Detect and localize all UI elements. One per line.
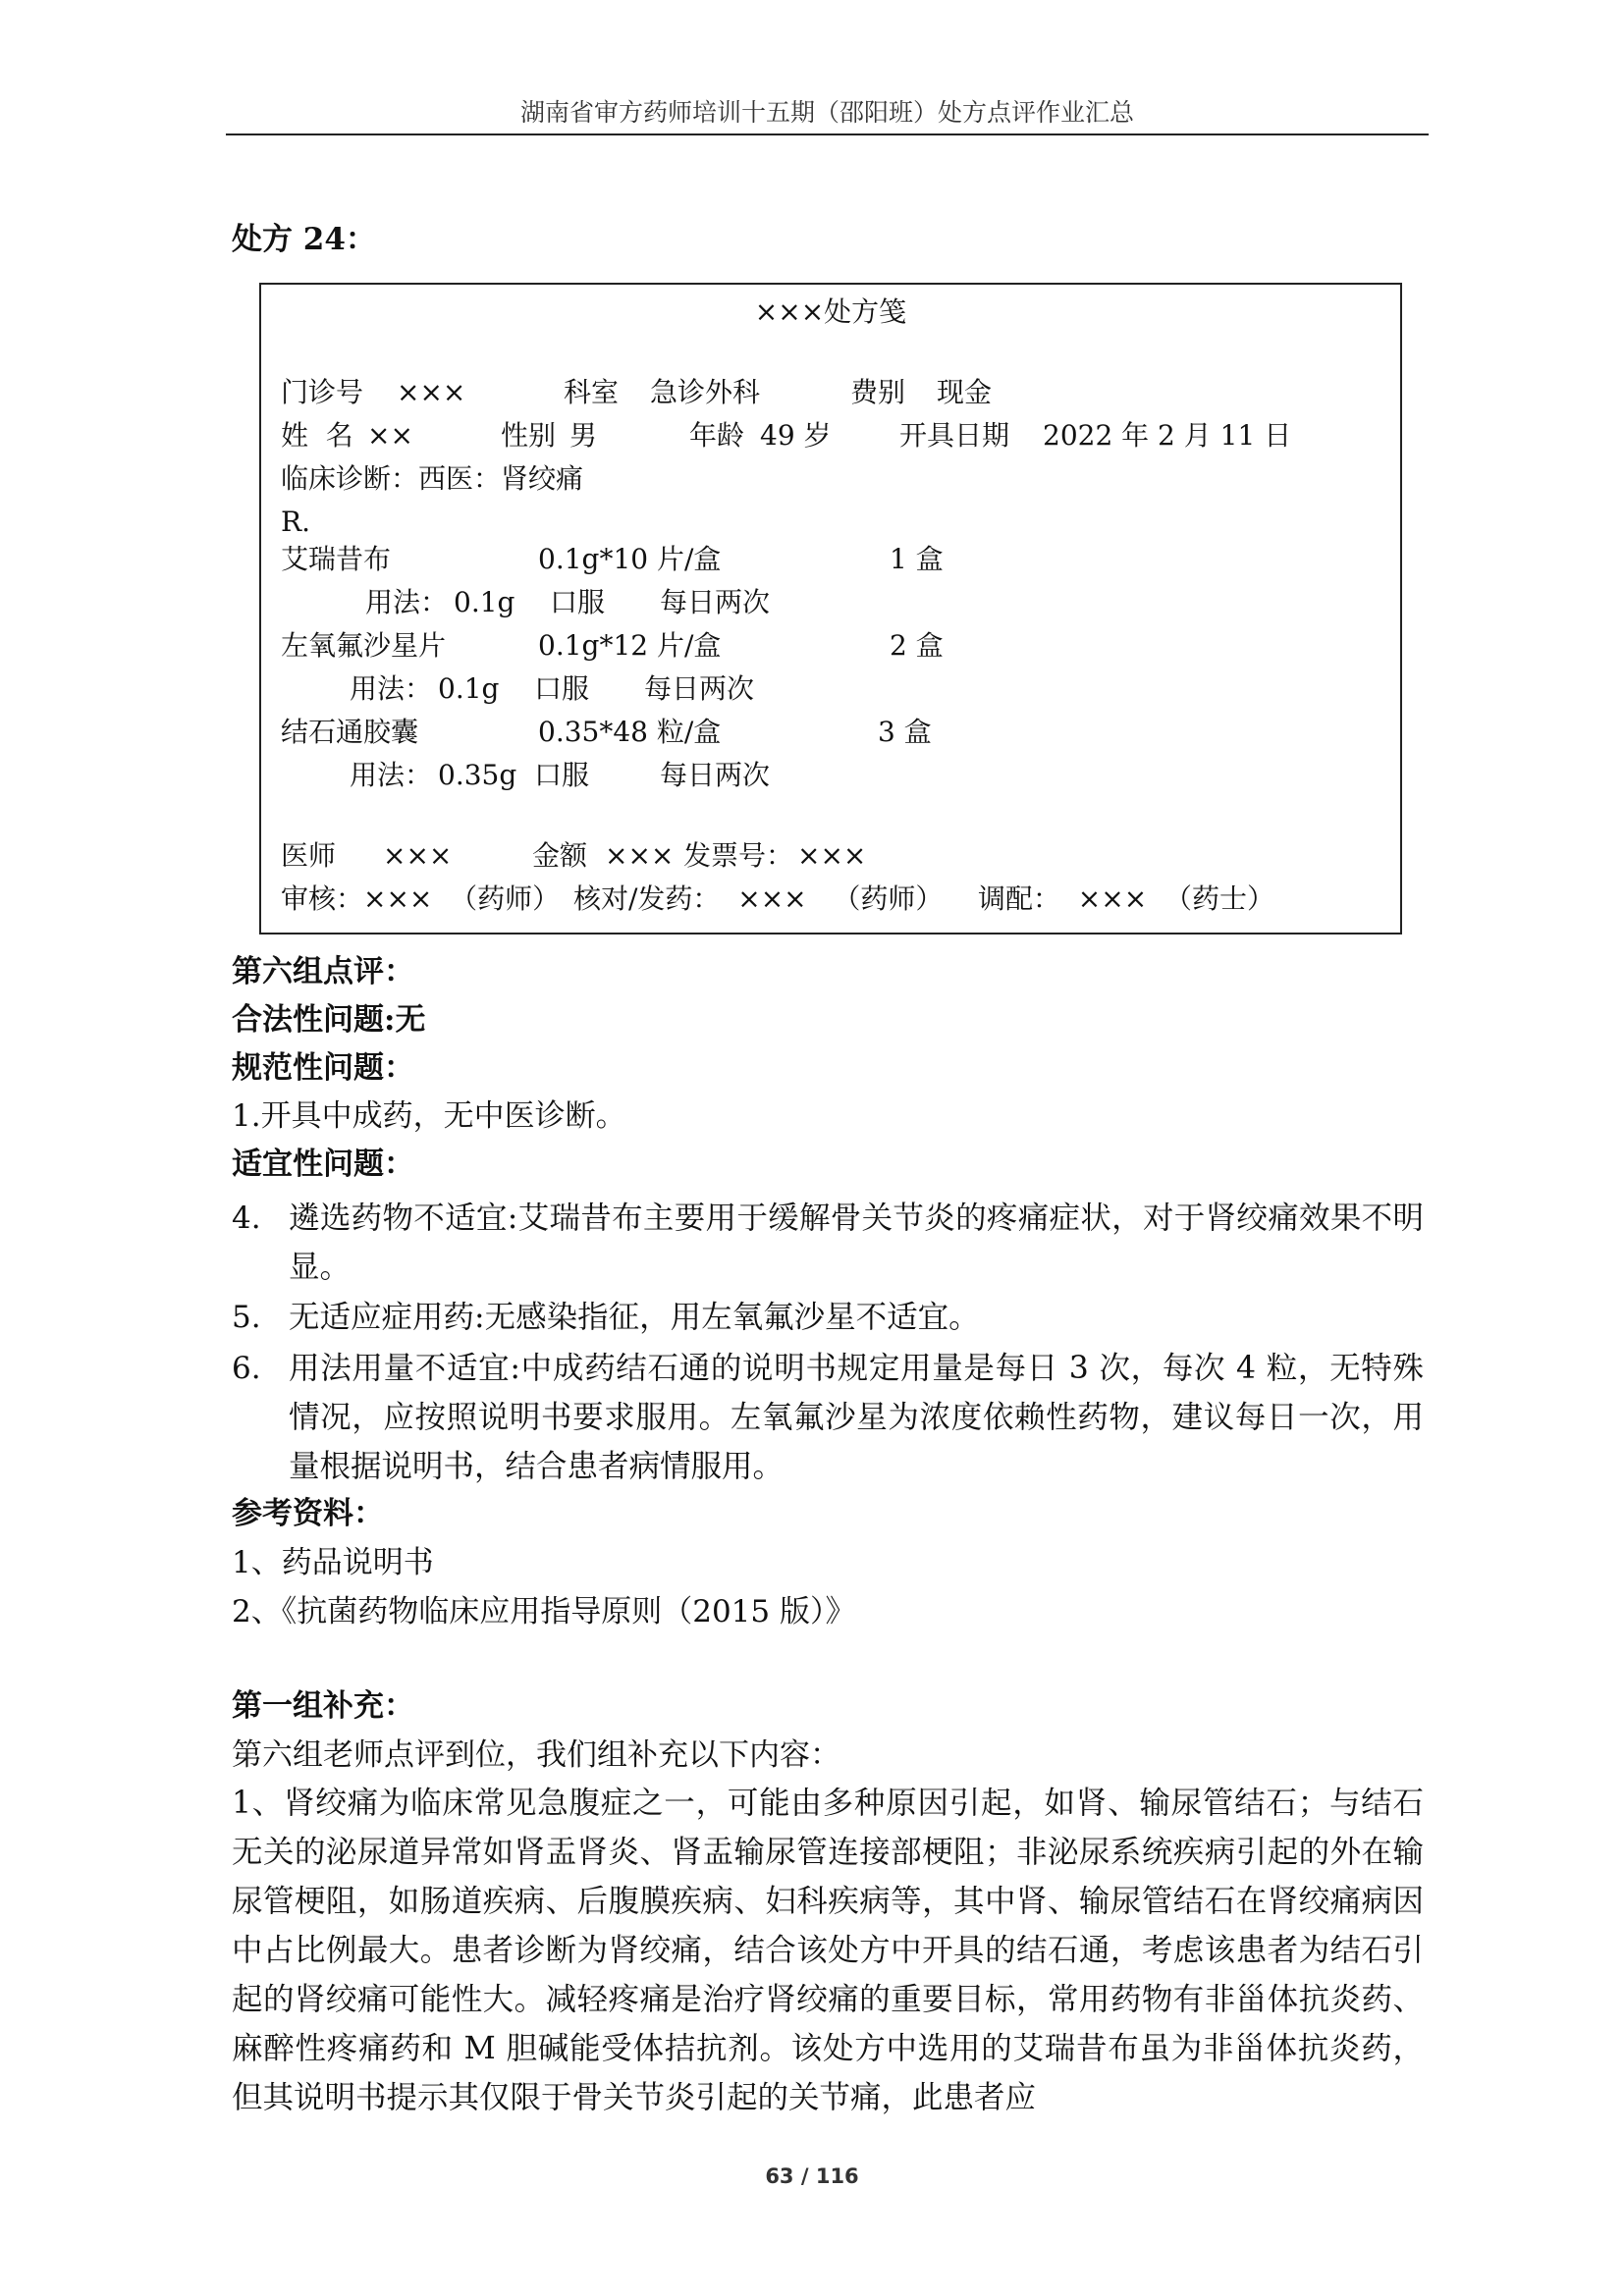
amount-label: 金额 bbox=[532, 839, 588, 872]
list-number: 5. bbox=[232, 1300, 261, 1335]
doctor-value: ××× bbox=[383, 839, 453, 872]
usage-dose: 0.1g bbox=[454, 586, 515, 618]
dept-value: 急诊外科 bbox=[650, 376, 761, 408]
supplement-title: 第一组补充： bbox=[232, 1688, 414, 1724]
fee-value: 现金 bbox=[937, 376, 993, 408]
group-review-title: 第六组点评： bbox=[232, 954, 414, 989]
amount-value: ××× bbox=[605, 839, 675, 872]
sex-label: 性别 bbox=[501, 419, 557, 452]
drug-qty: 1 盒 bbox=[890, 543, 944, 575]
drug-name: 结石通胶囊 bbox=[281, 716, 419, 748]
doctor-label: 医师 bbox=[281, 839, 337, 872]
name-value: ×× bbox=[367, 419, 413, 452]
prescription-box bbox=[259, 283, 1402, 934]
drug-qty: 3 盒 bbox=[878, 716, 932, 748]
usage-label: 用法： bbox=[350, 672, 433, 705]
usage-dose: 0.35g bbox=[438, 759, 517, 791]
page-number: 63 / 116 bbox=[765, 2164, 859, 2188]
list-number: 4. bbox=[232, 1201, 261, 1236]
outpatient-value: ××× bbox=[397, 376, 466, 408]
usage-route: 口服 bbox=[534, 759, 590, 791]
date-label: 开具日期 bbox=[899, 419, 1010, 452]
list-item: 遴选药物不适宜:艾瑞昔布主要用于缓解骨关节炎的疼痛症状，对于肾绞痛效果不明显。 bbox=[289, 1201, 1424, 1285]
usage-dose: 0.1g bbox=[438, 672, 500, 705]
drug-name: 左氧氟沙星片 bbox=[281, 629, 447, 662]
date-value: 2022 年 2 月 11 日 bbox=[1043, 419, 1292, 452]
norm-heading: 规范性问题： bbox=[232, 1050, 414, 1086]
usage-label: 用法： bbox=[350, 759, 433, 791]
section-title: 处方 24： bbox=[232, 222, 376, 257]
usage-route: 口服 bbox=[534, 672, 590, 705]
norm-item: 1.开具中成药，无中医诊断。 bbox=[232, 1098, 626, 1134]
list-number: 6. bbox=[232, 1351, 261, 1386]
drug-spec: 0.1g*10 片/盒 bbox=[538, 543, 722, 575]
suit-heading: 适宜性问题： bbox=[232, 1147, 414, 1182]
fee-label: 费别 bbox=[850, 376, 906, 408]
age-value: 49 岁 bbox=[760, 419, 832, 452]
dept-label: 科室 bbox=[564, 376, 620, 408]
drug-spec: 0.35*48 粒/盒 bbox=[538, 716, 722, 748]
prescription-title: ×××处方笺 bbox=[754, 295, 907, 328]
invoice-value: ××× bbox=[797, 839, 867, 872]
age-label: 年龄 bbox=[689, 419, 745, 452]
supplement-intro: 第六组老师点评到位，我们组补充以下内容： bbox=[232, 1737, 840, 1773]
list-item: 无适应症用药:无感染指征，用左氧氟沙星不适宜。 bbox=[289, 1300, 980, 1335]
usage-route: 口服 bbox=[550, 586, 606, 618]
drug-spec: 0.1g*12 片/盒 bbox=[538, 629, 722, 662]
name-label: 姓 名 bbox=[281, 419, 353, 452]
legality-heading: 合法性问题:无 bbox=[232, 1002, 426, 1038]
drug-name: 艾瑞昔布 bbox=[281, 543, 392, 575]
invoice-label: 发票号： bbox=[683, 839, 794, 872]
dispense-pharmacist: 调配： ××× （药士） bbox=[978, 882, 1274, 915]
check-pharmacist: 核对/发药： ××× （药师） bbox=[573, 882, 944, 915]
supplement-paragraph: 1、肾绞痛为临床常见急腹症之一，可能由多种原因引起，如肾、输尿管结石；与结石无关的泌尿道异常如肾盂肾炎、肾盂输尿管连接部梗阻；非泌尿系统疾病引起的外在输尿管梗阻，如肠道疾病、后腹膜疾病、妇科疾病等，其中肾、输尿管结石在肾绞痛病因中占比例最大。患者诊断为肾绞痛，结合该处方中开具的结石通，考虑该患者为结石引起的肾绞痛可能性大。减轻疼痛是治疗肾绞痛的重要目标，常用药物有非甾体抗炎药、麻醉性疼痛药和 M 胆碱能受体拮抗剂。该处方中选用的艾瑞昔布虽为非甾体抗炎药，但其说明书提示其仅限于骨关节炎引起的关节痛，此患者应 bbox=[232, 1786, 1424, 2115]
usage-frequency: 每日两次 bbox=[644, 672, 755, 705]
usage-frequency: 每日两次 bbox=[660, 759, 771, 791]
usage-label: 用法： bbox=[365, 586, 449, 618]
usage-frequency: 每日两次 bbox=[660, 586, 771, 618]
outpatient-label: 门诊号 bbox=[281, 376, 364, 408]
rx-symbol: R. bbox=[281, 506, 310, 538]
list-item: 用法用量不适宜:中成药结石通的说明书规定用量是每日 3 次，每次 4 粒，无特殊情况，应按照说明书要求服用。左氧氟沙星为浓度依赖性药物，建议每日一次，用量根据说明书，结合患者病情服用。 bbox=[289, 1351, 1424, 1484]
running-header: 湖南省审方药师培训十五期（邵阳班）处方点评作业汇总 bbox=[519, 98, 1134, 127]
drug-qty: 2 盒 bbox=[890, 629, 944, 662]
review-pharmacist: 审核：××× （药师） bbox=[281, 882, 561, 915]
sex-value: 男 bbox=[569, 419, 598, 452]
reference-item: 1、药品说明书 bbox=[232, 1545, 434, 1580]
reference-heading: 参考资料： bbox=[232, 1496, 384, 1531]
diagnosis: 临床诊断：西医：肾绞痛 bbox=[281, 462, 584, 495]
header-rule bbox=[226, 133, 1429, 135]
reference-item: 2、《抗菌药物临床应用指导原则（2015 版）》 bbox=[232, 1594, 856, 1629]
